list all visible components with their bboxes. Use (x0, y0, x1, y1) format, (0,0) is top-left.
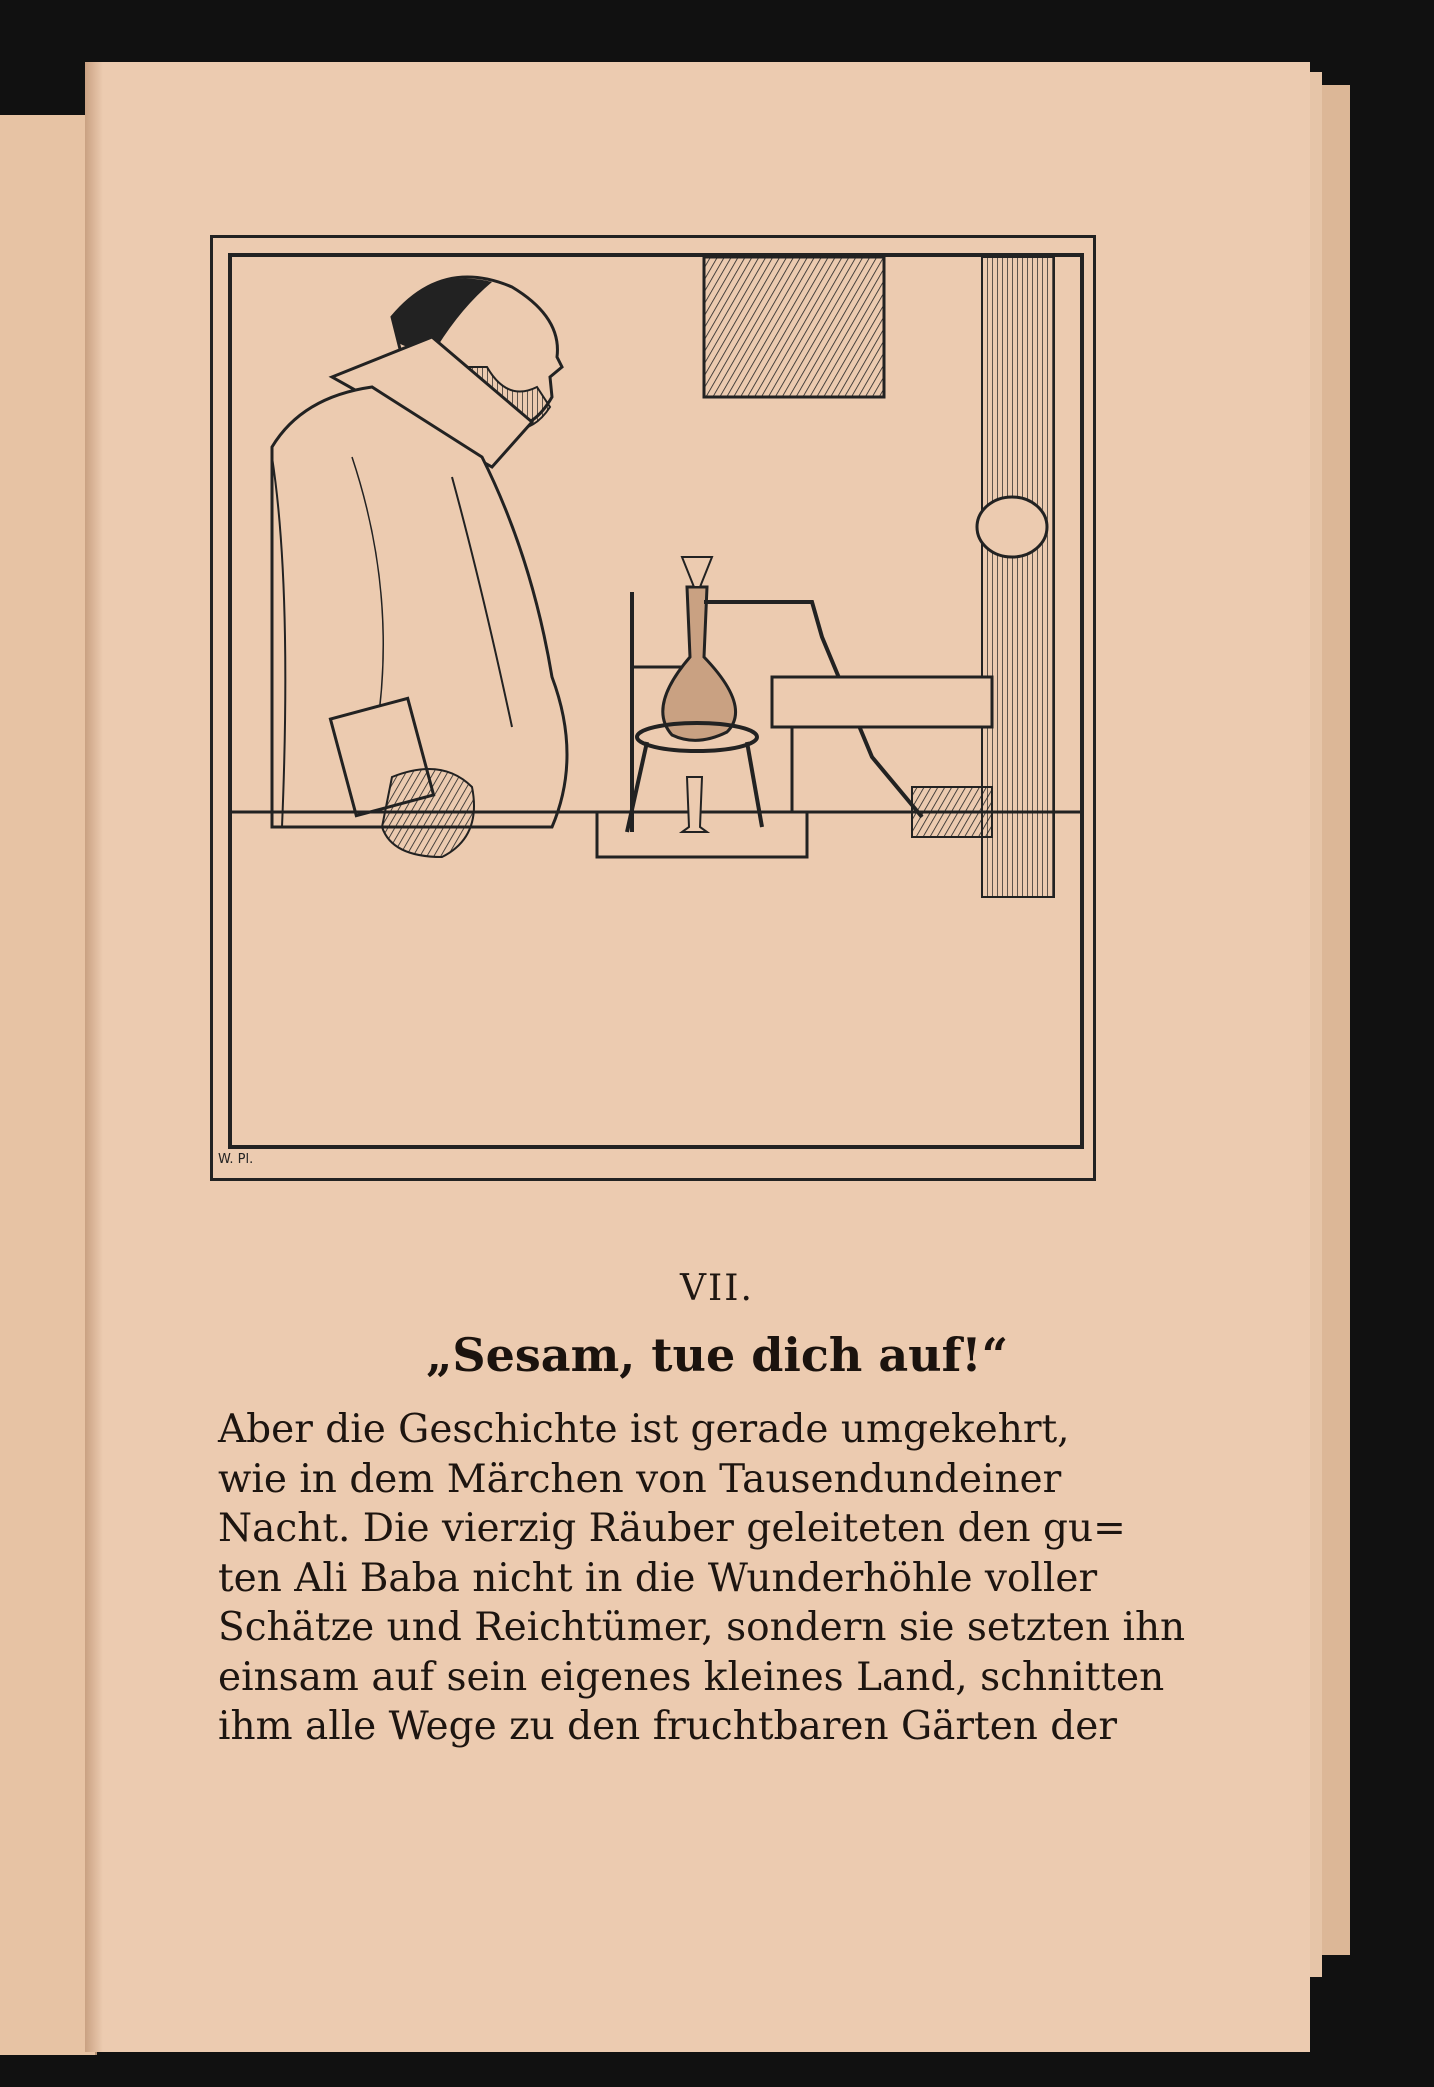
chapter-number: VII. (680, 1268, 754, 1309)
illustrator-signature: W. Pl. (218, 1152, 254, 1167)
side-table (772, 677, 992, 727)
bowl (912, 787, 992, 837)
text-line: einsam auf sein eigenes kleines Land, schnitten (218, 1654, 1165, 1700)
text-line: Nacht. Die vierzig Räuber geleiteten den gu= (218, 1506, 1126, 1551)
illustration (232, 257, 1080, 1145)
chapter-title: „Sesam, tue dich auf!“ (425, 1328, 1009, 1382)
window-shade (704, 257, 884, 397)
man-figure (272, 277, 567, 857)
chapter-body (218, 1405, 1186, 1752)
text-line: ihm alle Wege zu den fruchtbaren Gärten der (218, 1704, 1117, 1749)
text-line: Aber die Geschichte ist gerade umgekehrt, (218, 1407, 1070, 1452)
text-line: ten Ali Baba nicht in die Wunderhöhle voller (218, 1555, 1098, 1601)
text-line: Schätze und Reichtümer, sondern sie setzten ihn (218, 1605, 1186, 1650)
page-gutter (85, 62, 103, 2052)
text-line: wie in dem Märchen von Tausendundeiner (218, 1456, 1062, 1502)
facing-page (0, 115, 97, 2055)
dome (977, 497, 1047, 557)
